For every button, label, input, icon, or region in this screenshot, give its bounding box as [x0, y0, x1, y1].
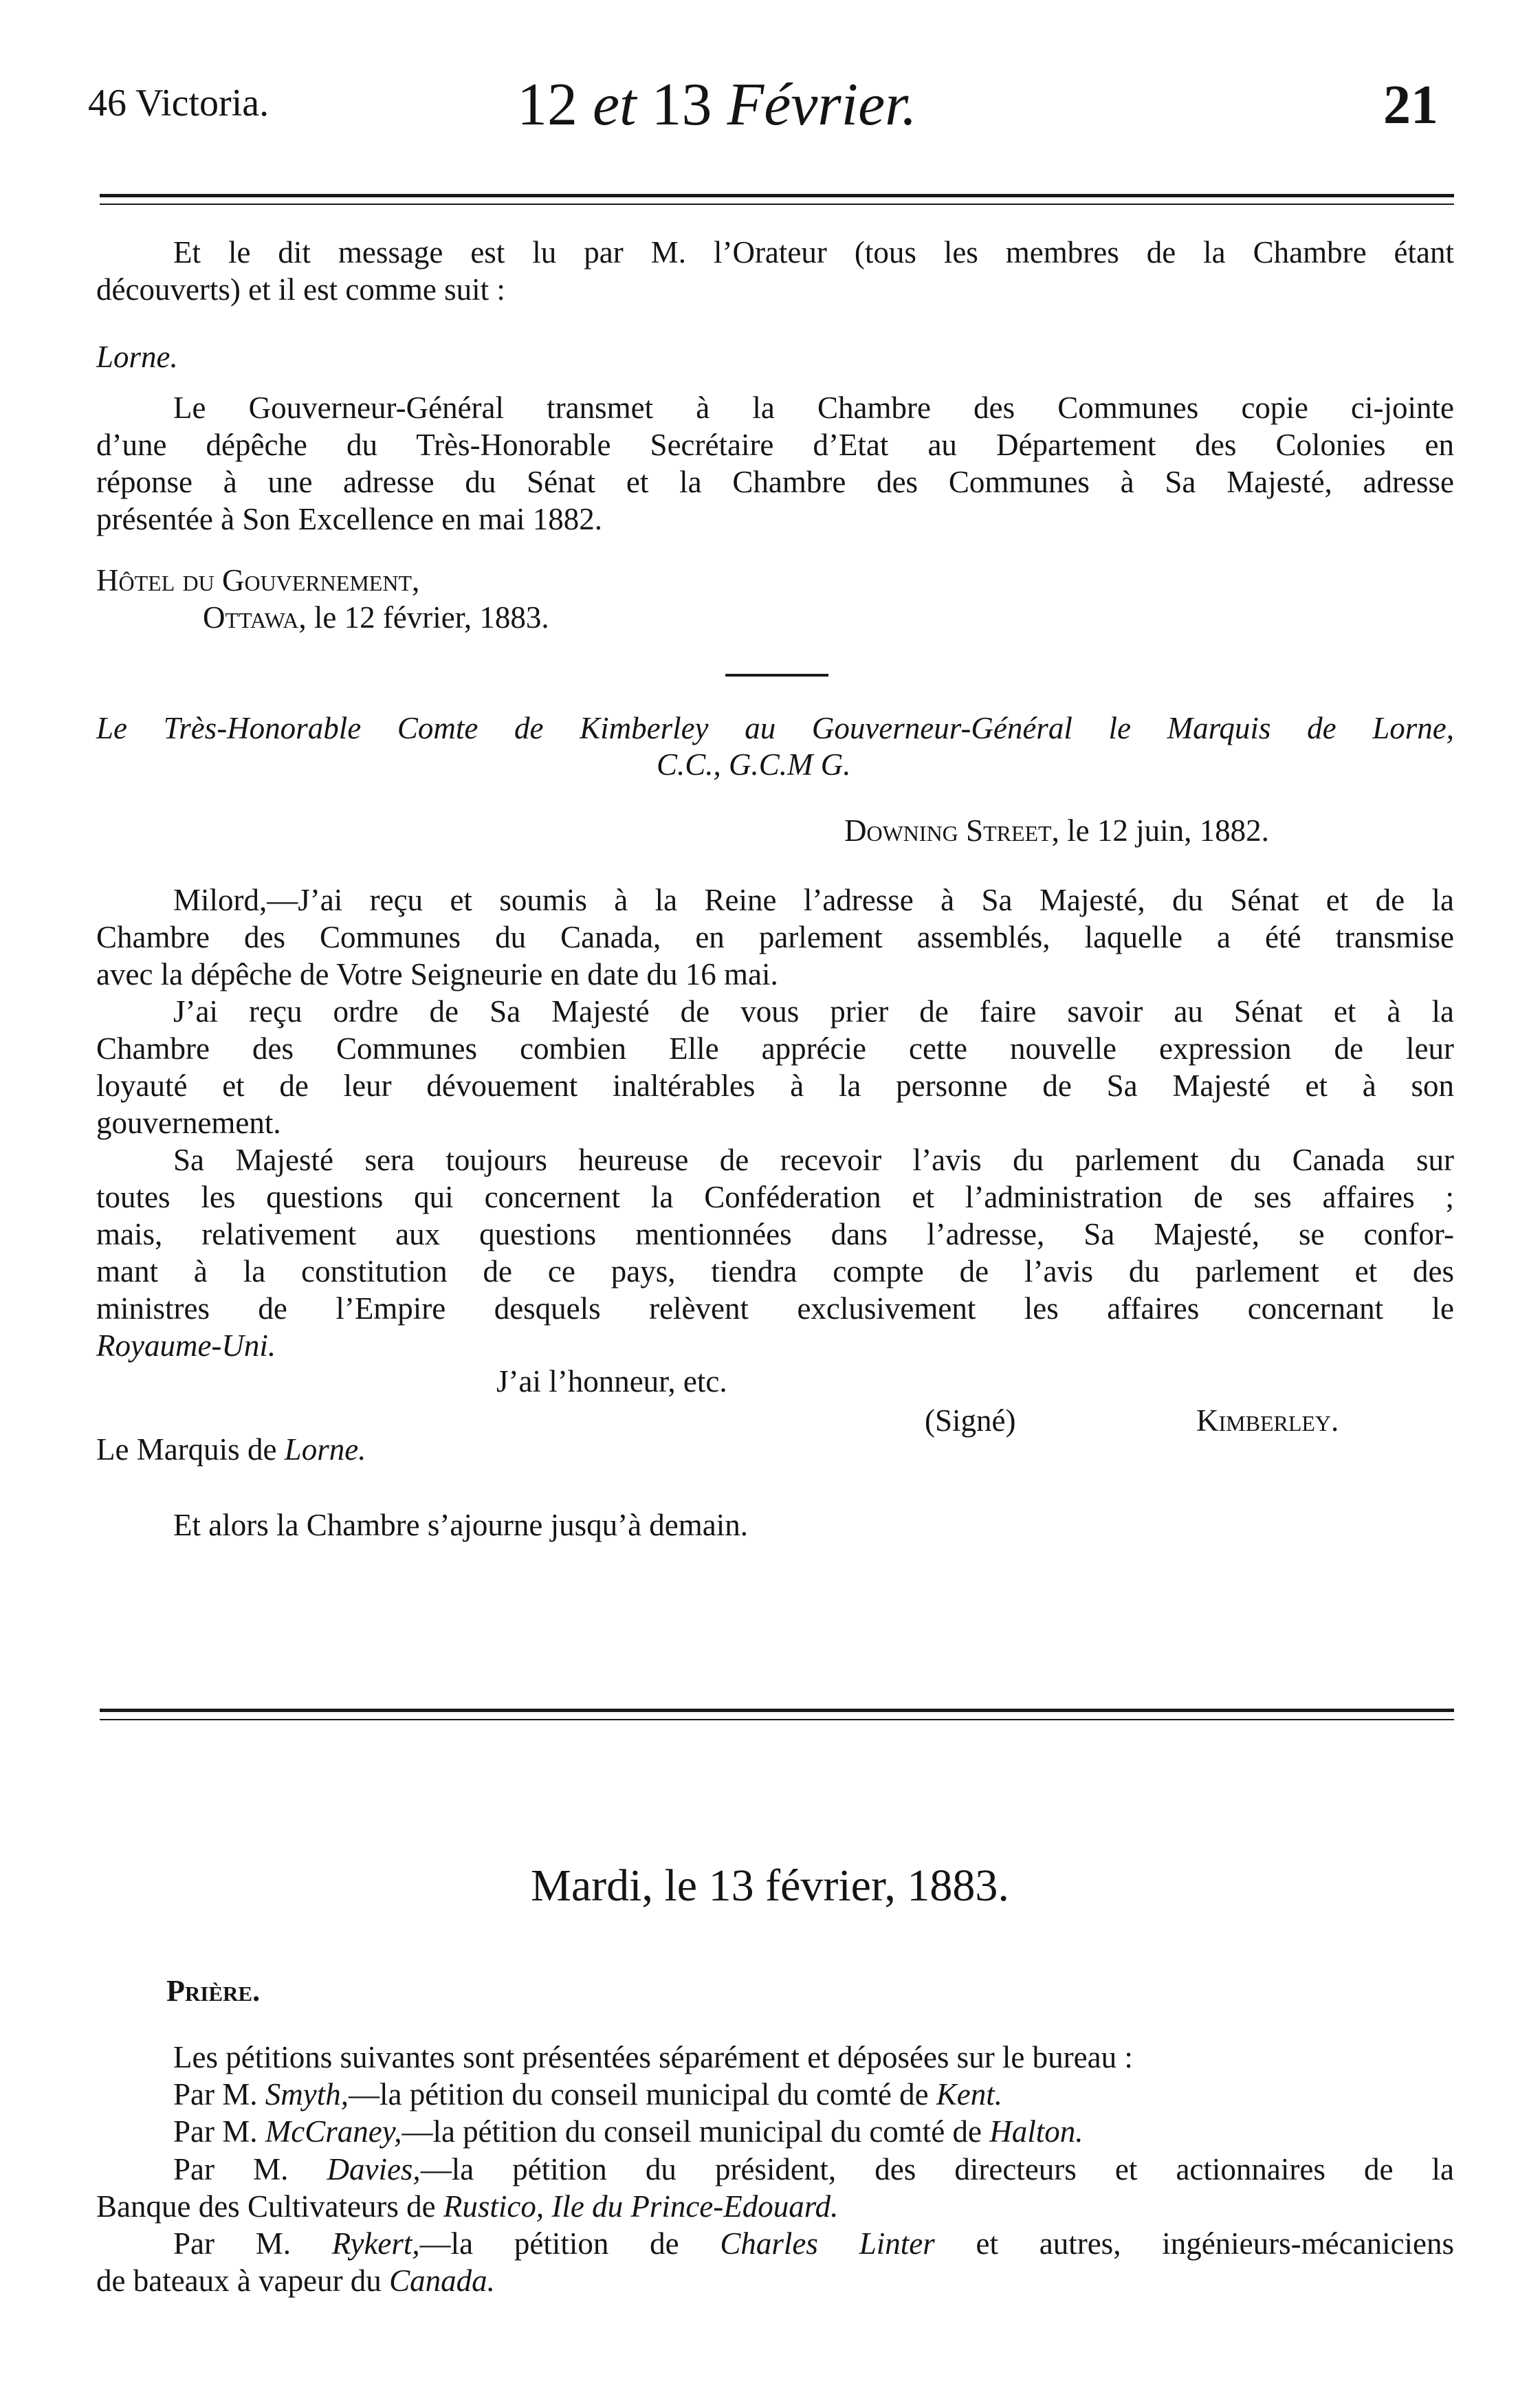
text-line: présentée à Son Excellence en mai 1882. — [96, 502, 602, 536]
text-line: découverts) et il est comme suit : — [96, 272, 505, 307]
header-day-b: 13 — [651, 72, 712, 138]
text-line: Le Très-Honorable Comte de Kimberley au Gouverneur-Général le Marquis de Lorne, — [96, 711, 1454, 745]
petition-prefix: Par M. — [173, 2226, 292, 2261]
petition-text: de bateaux à vapeur du — [96, 2263, 382, 2298]
origin-date: le 12 juin, 1882. — [1067, 813, 1269, 848]
section-divider-thick — [100, 1709, 1454, 1712]
text-line: mant à la constitution de ce pays, tiendra compte de l’avis du parlement et des — [96, 1254, 1454, 1289]
person-name: Charles Linter — [720, 2226, 935, 2261]
member-name: Smyth, — [265, 2077, 349, 2112]
sitting-date-title: Mardi, le 13 février, 1883. — [531, 1861, 1009, 1911]
signed-name: Kimberley. — [1196, 1403, 1339, 1438]
text-line: toutes les questions qui concernent la Conféderation et l’administration de ses affaires ; — [96, 1180, 1454, 1214]
text-line — [96, 2151, 1454, 2188]
text-line: loyauté et de leur dévouement inaltérables à la personne de Sa Majesté et à son — [96, 1068, 1454, 1103]
text-line — [96, 2225, 1454, 2262]
petition-text: —la pétition de — [419, 2226, 679, 2261]
petition-davies — [96, 2151, 1454, 2225]
message-intro — [96, 234, 1454, 308]
text-line: Les pétitions suivantes sont présentées séparément et déposées sur le bureau : — [173, 2040, 1133, 2074]
place-name: Kent. — [936, 2077, 1003, 2112]
place-line-2 — [203, 600, 549, 635]
running-header-left: 46 Victoria. — [88, 82, 270, 124]
dispatch-paragraph-2 — [96, 993, 1454, 1141]
place-name: Canada. — [389, 2263, 495, 2298]
petition-text: Banque des Cultivateurs de — [96, 2189, 436, 2224]
dispatch-paragraph-3 — [96, 1141, 1454, 1364]
text-line: Chambre des Communes du Canada, en parlement assemblés, laquelle a été transmise — [96, 920, 1454, 954]
dispatch-paragraph-1 — [96, 881, 1454, 993]
text-line: gouvernement. — [96, 1106, 281, 1140]
place-city: Ottawa, — [203, 600, 307, 635]
header-et: et — [593, 72, 637, 138]
text-line: ministres de l’Empire desquels relèvent exclusivement les affaires concernant le — [96, 1291, 1454, 1326]
petition-text: —la pétition du conseil municipal du comté de — [402, 2114, 982, 2149]
running-header-date — [517, 70, 917, 140]
dispatch-closing: J’ai l’honneur, etc. — [496, 1364, 727, 1399]
header-month: Février. — [727, 72, 917, 138]
member-name: Rykert, — [331, 2226, 420, 2261]
text-line: Et le dit message est lu par M. l’Orateur (tous les membres de la Chambre étant — [173, 235, 1454, 270]
petition-prefix: Par M. — [173, 2114, 258, 2149]
place-line-1: Hôtel du Gouvernement, — [96, 563, 420, 597]
petition-prefix: Par M. — [173, 2152, 289, 2186]
petition-prefix: Par M. — [173, 2077, 258, 2112]
petition-rykert — [96, 2225, 1454, 2299]
header-rule-thick — [100, 194, 1454, 197]
header-day-a: 12 — [517, 72, 578, 138]
dispatch-addressee — [96, 1432, 366, 1467]
text-line: mais, relativement aux questions mentionnées dans l’adresse, Sa Majesté, se confor- — [96, 1217, 1454, 1251]
origin-street: Downing Street, — [844, 813, 1059, 848]
header-rule-thin — [100, 204, 1454, 205]
text-line: Milord,—J’ai reçu et soumis à la Reine l’adresse à Sa Majesté, du Sénat et de la — [173, 883, 1454, 917]
section-divider-thin — [100, 1719, 1454, 1720]
addressee-name: Lorne. — [284, 1432, 366, 1467]
dispatch-heading-honours: C.C., G.C.M G. — [657, 747, 851, 782]
text-line — [96, 2262, 1454, 2299]
priere-heading: Prière. — [166, 1974, 261, 2008]
place-name: Rustico, Ile du Prince-Edouard. — [443, 2189, 839, 2224]
petition-text: et autres, ingénieurs-mécaniciens — [976, 2226, 1455, 2261]
petition-smyth — [173, 2076, 1002, 2112]
member-name: McCraney, — [265, 2114, 402, 2149]
text-line: Royaume-Uni. — [96, 1328, 276, 1363]
dispatch-heading — [96, 710, 1454, 747]
text-line — [96, 2188, 1454, 2225]
governor-message — [96, 389, 1454, 538]
dispatch-origin — [844, 813, 1269, 848]
section-divider-short — [725, 674, 828, 677]
text-line: Chambre des Communes combien Elle apprécie cette nouvelle expression de leur — [96, 1031, 1454, 1066]
signed-label: (Signé) — [925, 1403, 1016, 1438]
petitions-intro — [96, 2039, 1454, 2076]
petition-mccraney — [173, 2114, 1084, 2149]
text-line: J’ai reçu ordre de Sa Majesté de vous prier de faire savoir au Sénat et à la — [173, 994, 1454, 1029]
place-date: le 12 février, 1883. — [314, 600, 549, 635]
petition-text: —la pétition du président, des directeurs et actionnaires de la — [420, 2152, 1455, 2186]
text-line: avec la dépêche de Votre Seigneurie en date du 16 mai. — [96, 957, 778, 991]
text-line: d’une dépêche du Très-Honorable Secrétaire d’Etat au Département des Colonies en — [96, 428, 1454, 462]
text-line: Le Gouverneur-Général transmet à la Chambre des Communes copie ci-jointe — [173, 391, 1454, 425]
text-line: réponse à une adresse du Sénat et la Chambre des Communes à Sa Majesté, adresse — [96, 465, 1454, 499]
adjournment-line: Et alors la Chambre s’ajourne jusqu’à demain. — [173, 1508, 748, 1542]
addressee-prefix: Le Marquis de — [96, 1432, 277, 1467]
signature-lorne: Lorne. — [96, 340, 178, 374]
member-name: Davies, — [327, 2152, 421, 2186]
place-name: Halton. — [989, 2114, 1084, 2149]
text-line: Sa Majesté sera toujours heureuse de recevoir l’avis du parlement du Canada sur — [173, 1143, 1454, 1177]
petition-text: —la pétition du conseil municipal du comté de — [348, 2077, 929, 2112]
page-number: 21 — [1383, 75, 1438, 135]
